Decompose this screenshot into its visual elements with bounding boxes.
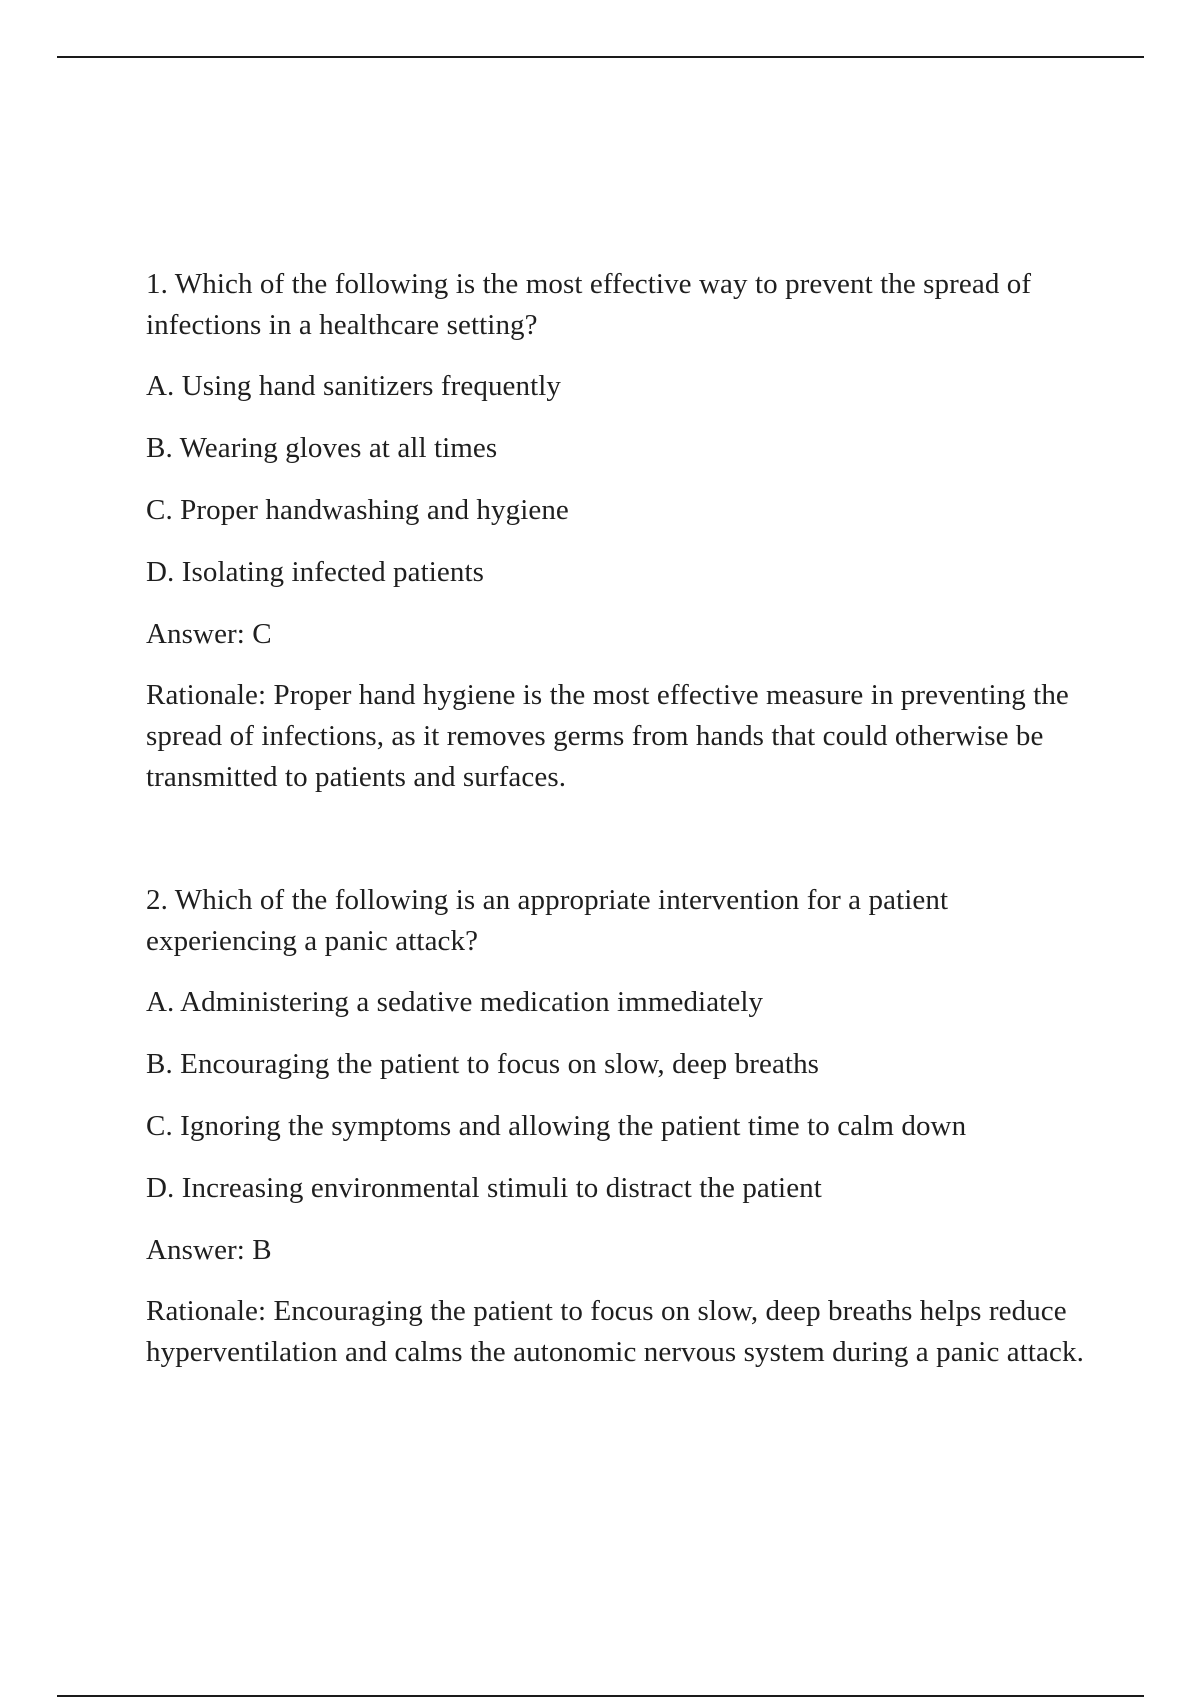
header-divider [57, 56, 1144, 58]
option-a: A. Using hand sanitizers frequently [146, 370, 562, 402]
rationale-text: Rationale: Proper hand hygiene is the most effective measure in preventing the spread of infections, as it removes germs from hands that could otherwise be transmitted to patients and surfaces. [146, 679, 1069, 793]
question-block-1 [146, 264, 1106, 798]
option-b: B. Encouraging the patient to focus on slow, deep breaths [146, 1048, 820, 1080]
option-c: C. Proper handwashing and hygiene [146, 494, 569, 526]
question-text: 1. Which of the following is the most effective way to prevent the spread of infections in a healthcare setting? [146, 268, 1032, 341]
option-d: D. Isolating infected patients [146, 556, 485, 588]
rationale-text: Rationale: Encouraging the patient to focus on slow, deep breaths helps reduce hyperventilation and calms the autonomic nervous system during a panic attack. [146, 1295, 1084, 1368]
option-c: C. Ignoring the symptoms and allowing the patient time to calm down [146, 1110, 967, 1142]
option-b: B. Wearing gloves at all times [146, 432, 498, 464]
option-d: D. Increasing environmental stimuli to distract the patient [146, 1172, 822, 1204]
footer-divider [57, 1695, 1144, 1697]
question-block-2 [146, 880, 1106, 1373]
option-a: A. Administering a sedative medication immediately [146, 986, 764, 1018]
answer-text: Answer: C [146, 618, 272, 650]
answer-text: Answer: B [146, 1234, 272, 1266]
question-text: 2. Which of the following is an appropriate intervention for a patient experiencing a panic attack? [146, 884, 949, 957]
